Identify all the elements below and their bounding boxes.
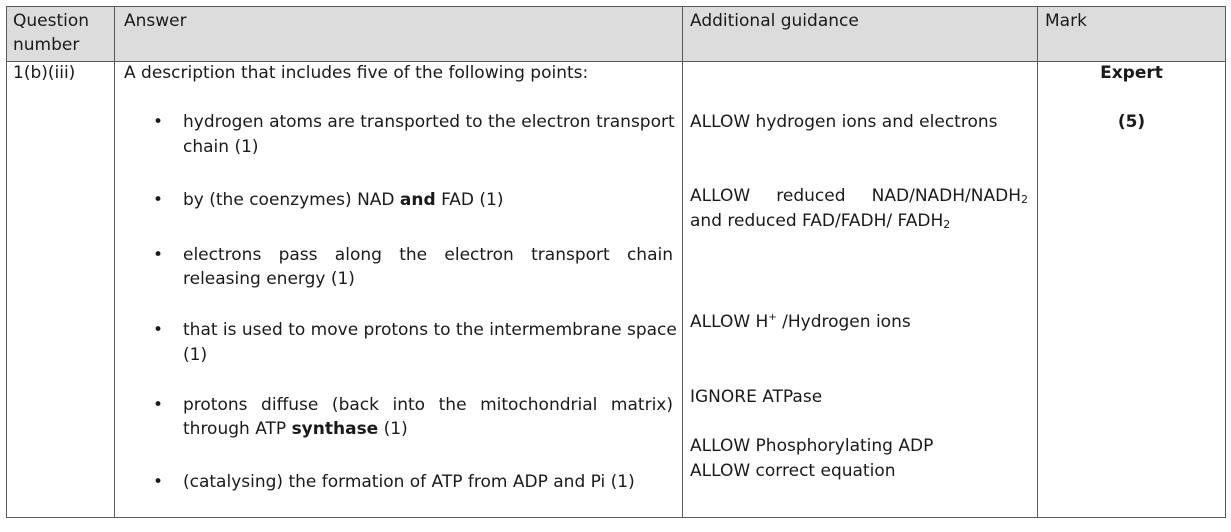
point-4-line1: that is used to move protons to the intermembrane space	[183, 320, 677, 340]
header-row	[7, 7, 1225, 62]
bullet: •	[153, 112, 164, 132]
point-5-bold: synthase	[291, 419, 379, 439]
guidance-3-text-end: /Hydrogen ions	[776, 312, 911, 332]
guidance-2-line1	[690, 184, 1028, 208]
point-2	[183, 188, 504, 212]
guidance-3-text: ALLOW H	[690, 312, 769, 332]
guidance-2-line2	[690, 209, 950, 233]
mark-scheme-table	[6, 6, 1226, 518]
point-3-line1: electrons pass along the electron transport chain	[183, 245, 673, 265]
guidance-6: ALLOW correct equation	[690, 461, 896, 481]
point-5-text-end: (1)	[378, 419, 408, 439]
bullet: •	[153, 245, 164, 265]
guidance-1: ALLOW hydrogen ions and electrons	[690, 112, 998, 132]
bullet: •	[153, 472, 164, 492]
mark-value: (5)	[1117, 112, 1146, 132]
header-mark: Mark	[1045, 11, 1087, 31]
header-guidance: Additional guidance	[690, 11, 859, 31]
header-question-line2: number	[13, 35, 80, 55]
column-divider	[682, 7, 683, 517]
point-2-text: by (the coenzymes) NAD	[183, 190, 400, 210]
point-2-text-end: FAD (1)	[435, 190, 504, 210]
question-number: 1(b)(iii)	[13, 63, 76, 83]
guidance-2-text: ALLOW reduced NAD/NADH/NADH	[690, 186, 1021, 206]
superscript: +	[768, 312, 777, 323]
subscript: 2	[943, 218, 951, 231]
point-1-line2: chain (1)	[183, 137, 259, 157]
point-3-line2: releasing energy (1)	[183, 269, 355, 289]
point-5-line1: protons diffuse (back into the mitochondrial matrix)	[183, 395, 673, 415]
point-5-text: through ATP	[183, 419, 292, 439]
point-5-line2	[183, 417, 408, 441]
point-6: (catalysing) the formation of ATP from ADP and Pi (1)	[183, 472, 635, 492]
guidance-4: IGNORE ATPase	[690, 387, 823, 407]
point-2-bold: and	[399, 190, 436, 210]
point-4-line2: (1)	[183, 345, 208, 365]
bullet: •	[153, 320, 164, 340]
bullet: •	[153, 190, 164, 210]
guidance-5: ALLOW Phosphorylating ADP	[690, 436, 934, 456]
header-answer: Answer	[124, 11, 187, 31]
guidance-3	[690, 310, 911, 334]
column-divider	[114, 7, 115, 517]
point-1-line1: hydrogen atoms are transported to the electron transport	[183, 112, 675, 132]
header-question-line1: Question	[13, 11, 90, 31]
mark-level: Expert	[1100, 63, 1163, 83]
answer-intro: A description that includes five of the following points:	[124, 63, 589, 83]
bullet: •	[153, 395, 164, 415]
subscript: 2	[1021, 193, 1028, 206]
guidance-2-text-2: and reduced FAD/FADH/ FADH	[690, 211, 944, 231]
